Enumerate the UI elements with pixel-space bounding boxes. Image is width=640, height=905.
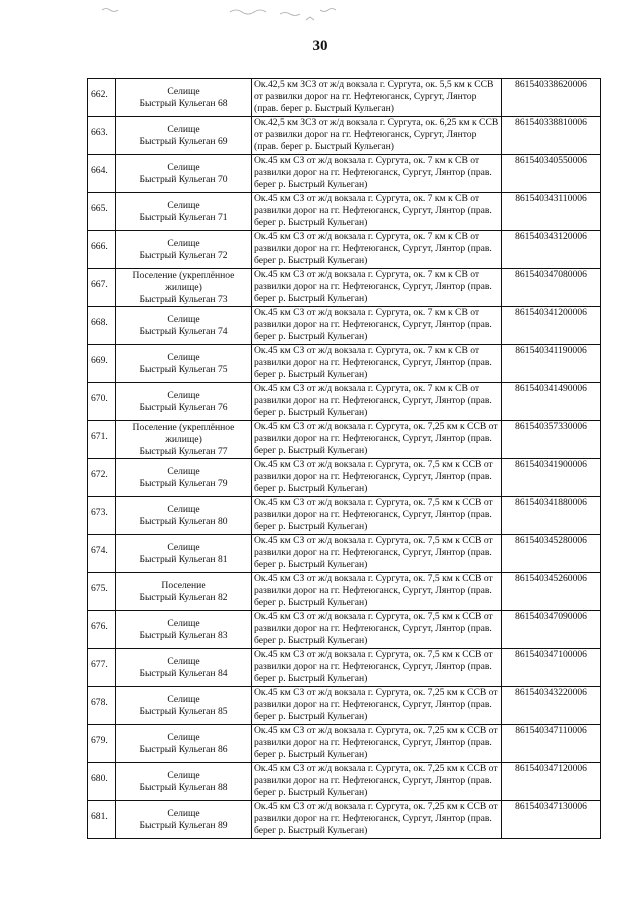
site-location: Ок.42,5 км ЗСЗ от ж/д вокзала г. Сургута, ок. 6,25 км к ССВ от развилки дорог на гг. Нефтеюганск, Сургут, Лянтор (прав. берег р. Быстрый Кульеган) (252, 117, 502, 155)
site-location: Ок.45 км СЗ от ж/д вокзала г. Сургута, ок. 7 км к СВ от развилки дорог на гг. Нефтеюганск, Сургут, Лянтор (прав. берег р. Быстрый Кульеган) (252, 155, 502, 193)
row-number: 665. (88, 193, 116, 231)
scan-noise-marks (80, 4, 560, 22)
registry-code: 861540343220006 (502, 687, 601, 725)
site-location: Ок.45 км СЗ от ж/д вокзала г. Сургута, ок. 7,5 км к ССВ от развилки дорог на гг. Нефтеюганск, Сургут, Лянтор (прав. берег р. Быстрый Кульеган) (252, 459, 502, 497)
site-name-cell (116, 421, 252, 459)
site-type: Поселение (161, 579, 206, 591)
site-title: Быстрый Кульеган 77 (139, 445, 228, 457)
site-title: Быстрый Кульеган 86 (139, 743, 228, 755)
registry-code: 861540338620006 (502, 79, 601, 117)
site-name-cell (116, 117, 252, 155)
site-type: Селище (167, 85, 200, 97)
table-row (88, 421, 601, 459)
site-name-cell (116, 763, 252, 801)
registry-code: 861540347100006 (502, 649, 601, 687)
table-row (88, 763, 601, 801)
site-location: Ок.45 км СЗ от ж/д вокзала г. Сургута, ок. 7 км к СВ от развилки дорог на гг. Нефтеюганск, Сургут, Лянтор (прав. берег р. Быстрый Кульеган) (252, 193, 502, 231)
table-row (88, 649, 601, 687)
site-name-cell (116, 535, 252, 573)
table-row (88, 801, 601, 839)
row-number: 666. (88, 231, 116, 269)
site-location: Ок.45 км СЗ от ж/д вокзала г. Сургута, ок. 7 км к СВ от развилки дорог на гг. Нефтеюганск, Сургут, Лянтор (прав. берег р. Быстрый Кульеган) (252, 307, 502, 345)
row-number: 674. (88, 535, 116, 573)
row-number: 664. (88, 155, 116, 193)
table-row (88, 611, 601, 649)
site-title: Быстрый Кульеган 88 (139, 781, 228, 793)
site-location: Ок.45 км СЗ от ж/д вокзала г. Сургута, ок. 7 км к СВ от развилки дорог на гг. Нефтеюганск, Сургут, Лянтор (прав. берег р. Быстрый Кульеган) (252, 383, 502, 421)
table-row (88, 269, 601, 307)
table-row (88, 573, 601, 611)
registry-code: 861540341190006 (502, 345, 601, 383)
row-number: 676. (88, 611, 116, 649)
site-name-cell (116, 573, 252, 611)
site-title: Быстрый Кульеган 73 (139, 293, 228, 305)
registry-code: 861540341490006 (502, 383, 601, 421)
site-type: Селище (167, 693, 200, 705)
site-name-cell (116, 497, 252, 535)
registry-code: 861540341900006 (502, 459, 601, 497)
site-type: Селище (167, 351, 200, 363)
site-location: Ок.45 км СЗ от ж/д вокзала г. Сургута, ок. 7,5 км к ССВ от развилки дорог на гг. Нефтеюганск, Сургут, Лянтор (прав. берег р. Быстрый Кульеган) (252, 649, 502, 687)
site-title: Быстрый Кульеган 71 (139, 211, 228, 223)
registry-code: 861540343120006 (502, 231, 601, 269)
site-type: Селище (167, 389, 200, 401)
site-title: Быстрый Кульеган 68 (139, 97, 228, 109)
registry-code: 861540343110006 (502, 193, 601, 231)
registry-code: 861540338810006 (502, 117, 601, 155)
site-type: Селище (167, 123, 200, 135)
site-type: Селище (167, 807, 200, 819)
site-type: Селище (167, 161, 200, 173)
site-name-cell (116, 383, 252, 421)
registry-table-body (88, 79, 601, 839)
site-location: Ок.42,5 км ЗСЗ от ж/д вокзала г. Сургута, ок. 5,5 км к ССВ от развилки дорог на гг. Нефтеюганск, Сургут, Лянтор (прав. берег р. Быстрый Кульеган) (252, 79, 502, 117)
site-type: Селище (167, 541, 200, 553)
site-title: Быстрый Кульеган 82 (139, 591, 228, 603)
site-type: Селище (167, 655, 200, 667)
site-type: Селище (167, 731, 200, 743)
site-name-cell (116, 231, 252, 269)
site-type: Селище (167, 465, 200, 477)
site-title: Быстрый Кульеган 76 (139, 401, 228, 413)
site-name-cell (116, 611, 252, 649)
row-number: 677. (88, 649, 116, 687)
site-title: Быстрый Кульеган 75 (139, 363, 228, 375)
site-title: Быстрый Кульеган 74 (139, 325, 228, 337)
table-row (88, 725, 601, 763)
site-type: Селище (167, 313, 200, 325)
row-number: 673. (88, 497, 116, 535)
row-number: 667. (88, 269, 116, 307)
table-row (88, 79, 601, 117)
table-row (88, 687, 601, 725)
table-row (88, 155, 601, 193)
registry-code: 861540341200006 (502, 307, 601, 345)
site-location: Ок.45 км СЗ от ж/д вокзала г. Сургута, ок. 7,25 км к ССВ от развилки дорог на гг. Нефтеюганск, Сургут, Лянтор (прав. берег р. Быстрый Кульеган) (252, 421, 502, 459)
site-name-cell (116, 193, 252, 231)
site-type: Селище (167, 617, 200, 629)
site-type: Поселение (укреплённое жилище) (132, 421, 235, 445)
registry-code: 861540341880006 (502, 497, 601, 535)
site-title: Быстрый Кульеган 79 (139, 477, 228, 489)
site-name-cell (116, 307, 252, 345)
row-number: 672. (88, 459, 116, 497)
site-title: Быстрый Кульеган 85 (139, 705, 228, 717)
registry-code: 861540345280006 (502, 535, 601, 573)
table-row (88, 497, 601, 535)
table-row (88, 231, 601, 269)
site-title: Быстрый Кульеган 72 (139, 249, 228, 261)
table-row (88, 193, 601, 231)
page-number: 30 (312, 38, 328, 54)
site-name-cell (116, 649, 252, 687)
site-title: Быстрый Кульеган 80 (139, 515, 228, 527)
row-number: 668. (88, 307, 116, 345)
site-title: Быстрый Кульеган 84 (139, 667, 228, 679)
registry-code: 861540357330006 (502, 421, 601, 459)
table-row (88, 535, 601, 573)
table-row (88, 383, 601, 421)
site-type: Селище (167, 237, 200, 249)
row-number: 669. (88, 345, 116, 383)
row-number: 681. (88, 801, 116, 839)
site-type: Поселение (укреплённое жилище) (132, 269, 235, 293)
table-row (88, 345, 601, 383)
table-row (88, 307, 601, 345)
registry-code: 861540347130006 (502, 801, 601, 839)
site-type: Селище (167, 199, 200, 211)
site-type: Селище (167, 503, 200, 515)
table-row (88, 459, 601, 497)
site-location: Ок.45 км СЗ от ж/д вокзала г. Сургута, ок. 7,5 км к ССВ от развилки дорог на гг. Нефтеюганск, Сургут, Лянтор (прав. берег р. Быстрый Кульеган) (252, 611, 502, 649)
site-type: Селище (167, 769, 200, 781)
site-title: Быстрый Кульеган 69 (139, 135, 228, 147)
row-number: 670. (88, 383, 116, 421)
row-number: 671. (88, 421, 116, 459)
row-number: 678. (88, 687, 116, 725)
site-name-cell (116, 459, 252, 497)
site-location: Ок.45 км СЗ от ж/д вокзала г. Сургута, ок. 7,5 км к ССВ от развилки дорог на гг. Нефтеюганск, Сургут, Лянтор (прав. берег р. Быстрый Кульеган) (252, 573, 502, 611)
site-location: Ок.45 км СЗ от ж/д вокзала г. Сургута, ок. 7,5 км к ССВ от развилки дорог на гг. Нефтеюганск, Сургут, Лянтор (прав. берег р. Быстрый Кульеган) (252, 535, 502, 573)
registry-code: 861540347080006 (502, 269, 601, 307)
registry-code: 861540345260006 (502, 573, 601, 611)
registry-code: 861540347110006 (502, 725, 601, 763)
row-number: 675. (88, 573, 116, 611)
site-location: Ок.45 км СЗ от ж/д вокзала г. Сургута, ок. 7,25 км к ССВ от развилки дорог на гг. Нефтеюганск, Сургут, Лянтор (прав. берег р. Быстрый Кульеган) (252, 725, 502, 763)
site-location: Ок.45 км СЗ от ж/д вокзала г. Сургута, ок. 7,25 км к ССВ от развилки дорог на гг. Нефтеюганск, Сургут, Лянтор (прав. берег р. Быстрый Кульеган) (252, 687, 502, 725)
site-location: Ок.45 км СЗ от ж/д вокзала г. Сургута, ок. 7 км к СВ от развилки дорог на гг. Нефтеюганск, Сургут, Лянтор (прав. берег р. Быстрый Кульеган) (252, 269, 502, 307)
registry-code: 861540340550006 (502, 155, 601, 193)
row-number: 662. (88, 79, 116, 117)
site-title: Быстрый Кульеган 83 (139, 629, 228, 641)
site-name-cell (116, 269, 252, 307)
site-location: Ок.45 км СЗ от ж/д вокзала г. Сургута, ок. 7,25 км к ССВ от развилки дорог на гг. Нефтеюганск, Сургут, Лянтор (прав. берег р. Быстрый Кульеган) (252, 801, 502, 839)
site-name-cell (116, 801, 252, 839)
site-location: Ок.45 км СЗ от ж/д вокзала г. Сургута, ок. 7 км к СВ от развилки дорог на гг. Нефтеюганск, Сургут, Лянтор (прав. берег р. Быстрый Кульеган) (252, 345, 502, 383)
site-title: Быстрый Кульеган 89 (139, 819, 228, 831)
registry-code: 861540347090006 (502, 611, 601, 649)
site-title: Быстрый Кульеган 70 (139, 173, 228, 185)
registry-code: 861540347120006 (502, 763, 601, 801)
site-name-cell (116, 155, 252, 193)
site-name-cell (116, 345, 252, 383)
row-number: 680. (88, 763, 116, 801)
site-location: Ок.45 км СЗ от ж/д вокзала г. Сургута, ок. 7 км к СВ от развилки дорог на гг. Нефтеюганск, Сургут, Лянтор (прав. берег р. Быстрый Кульеган) (252, 231, 502, 269)
row-number: 679. (88, 725, 116, 763)
row-number: 663. (88, 117, 116, 155)
site-name-cell (116, 79, 252, 117)
registry-table (87, 78, 601, 839)
site-name-cell (116, 725, 252, 763)
site-title: Быстрый Кульеган 81 (139, 553, 228, 565)
site-location: Ок.45 км СЗ от ж/д вокзала г. Сургута, ок. 7,25 км к ССВ от развилки дорог на гг. Нефтеюганск, Сургут, Лянтор (прав. берег р. Быстрый Кульеган) (252, 763, 502, 801)
site-location: Ок.45 км СЗ от ж/д вокзала г. Сургута, ок. 7,5 км к ССВ от развилки дорог на гг. Нефтеюганск, Сургут, Лянтор (прав. берег р. Быстрый Кульеган) (252, 497, 502, 535)
table-row (88, 117, 601, 155)
site-name-cell (116, 687, 252, 725)
